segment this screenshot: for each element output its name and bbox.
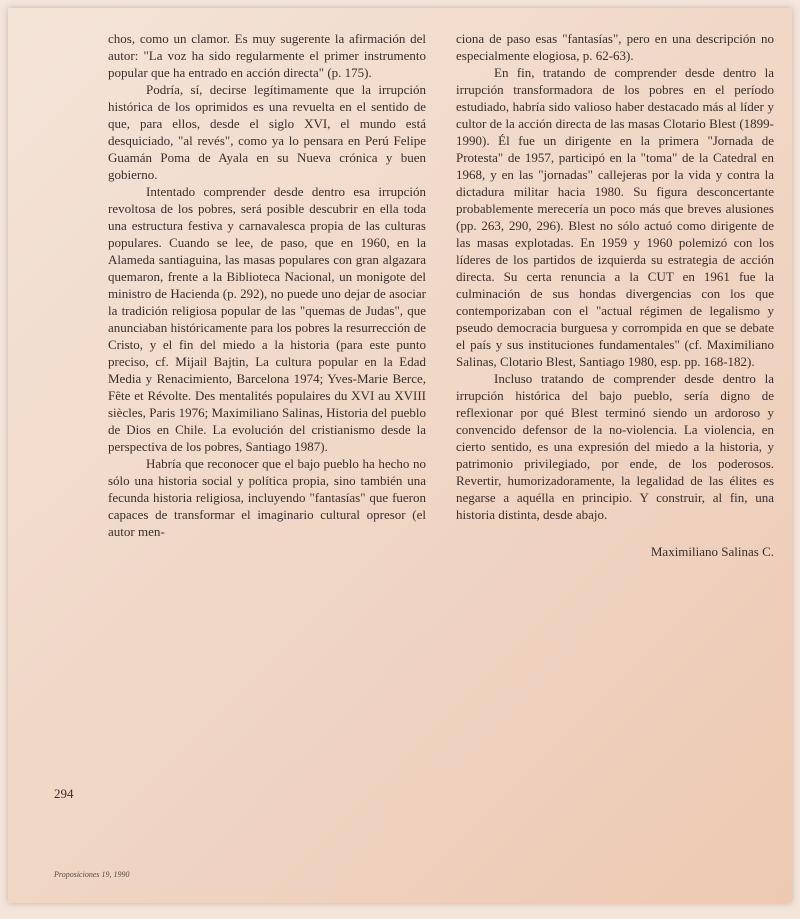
paragraph: En fin, tratando de comprender desde dentro la irrupción transformadora de los pobres en el período estudiado, habría sido valioso haber destacado más al líder y cultor de la acción directa de las masas Clotario Blest (1899-1990). Él fue un dirigente en la primera "Jornada de Protesta" de 1957, participó en la "toma" de la Catedral en 1968, y en las "jornadas" callejeras por la vida y contra la dictadura militar hacia 1980. Su figura desconcertante probablemente merecería un poco más que breves alusiones (pp. 263, 290, 296). Blest no sólo actuó como dirigente de las masas explotadas. En 1959 y 1960 polemizó con los líderes de los partidos de izquierda su estrategia de acción directa. Su certa renuncia a la CUT en 1961 fue la culminación de sus hondas divergencias con los que contemporizaban con el "actual régimen de legalismo y pseudo democracia burguesa y corrompida en que se debate el país y sus instituciones fundamentales" (cf. Maximiliano Salinas, Clotario Blest, Santiago 1980, esp. pp. 168-182). <box>456 65 774 369</box>
author-signature: Maximiliano Salinas C. <box>650 544 774 559</box>
document-page <box>8 8 792 903</box>
paragraph: ciona de paso esas "fantasías", pero en una descripción no especialmente elogiosa, p. 62-63). <box>456 31 774 63</box>
paragraph: Habría que reconocer que el bajo pueblo ha hecho no sólo una historia social y política propia, sino también una fecunda historia religiosa, incluyendo "fantasías" que fueron capaces de transformar el imaginario cultural opresor (el autor men- <box>108 456 426 539</box>
journal-footer: Proposiciones 19, 1990 <box>54 870 130 879</box>
paragraph: chos, como un clamor. Es muy sugerente la afirmación del autor: "La voz ha sido regularmente el primer instrumento popular que ha entrado en acción directa" (p. 175). <box>108 31 426 80</box>
left-text-column <box>108 30 426 540</box>
paragraph: Incluso tratando de comprender desde dentro la irrupción histórica del bajo pueblo, sería digno de reflexionar por qué Blest terminó siendo un ardoroso y convencido defensor de la no-violencia. La violencia, en cierto sentido, es una expresión del miedo a la historia, y patrimonio privilegiado, por ende, de los poderosos. Revertir, humorizadoramente, la legalidad de las élites es negarse a aquélla en principio. Y construir, al fin, una historia distinta, desde abajo. <box>456 371 774 522</box>
right-text-column <box>456 30 774 560</box>
paragraph: Podría, sí, decirse legítimamente que la irrupción histórica de los oprimidos es una revuelta en el sentido de que, para ellos, desde el siglo XVI, el mundo está desquiciado, "al revés", como ya lo pensara en Perú Felipe Guamán Poma de Ayala en su Nueva crónica y buen gobierno. <box>108 82 426 182</box>
page-number: 294 <box>54 786 74 801</box>
paragraph: Intentado comprender desde dentro esa irrupción revoltosa de los pobres, será posible descubrir en ella toda una estructura festiva y carnavalesca propia de las culturas populares. Cuando se lee, de paso, que en 1960, en la Alameda santiaguina, las masas populares con gran algazara quemaron, frente a la Biblioteca Nacional, un monigote del ministro de Hacienda (p. 292), no puede uno dejar de asociar la tradición religiosa popular de las "quemas de Judas", que anunciaban históricamente para los pobres la resurrección de Cristo, y el fin del miedo a la historia (para este punto preciso, cf. Mijail Bajtin, La cultura popular en la Edad Media y Renacimiento, Barcelona 1974; Yves-Marie Berce, Fête et Révolte. Des mentalités populaires du XVI au XVIII siècles, Paris 1976; Maximiliano Salinas, Historia del pueblo de Dios en Chile. La evolución del cristianismo desde la perspectiva de los pobres, Santiago 1987). <box>108 184 426 454</box>
